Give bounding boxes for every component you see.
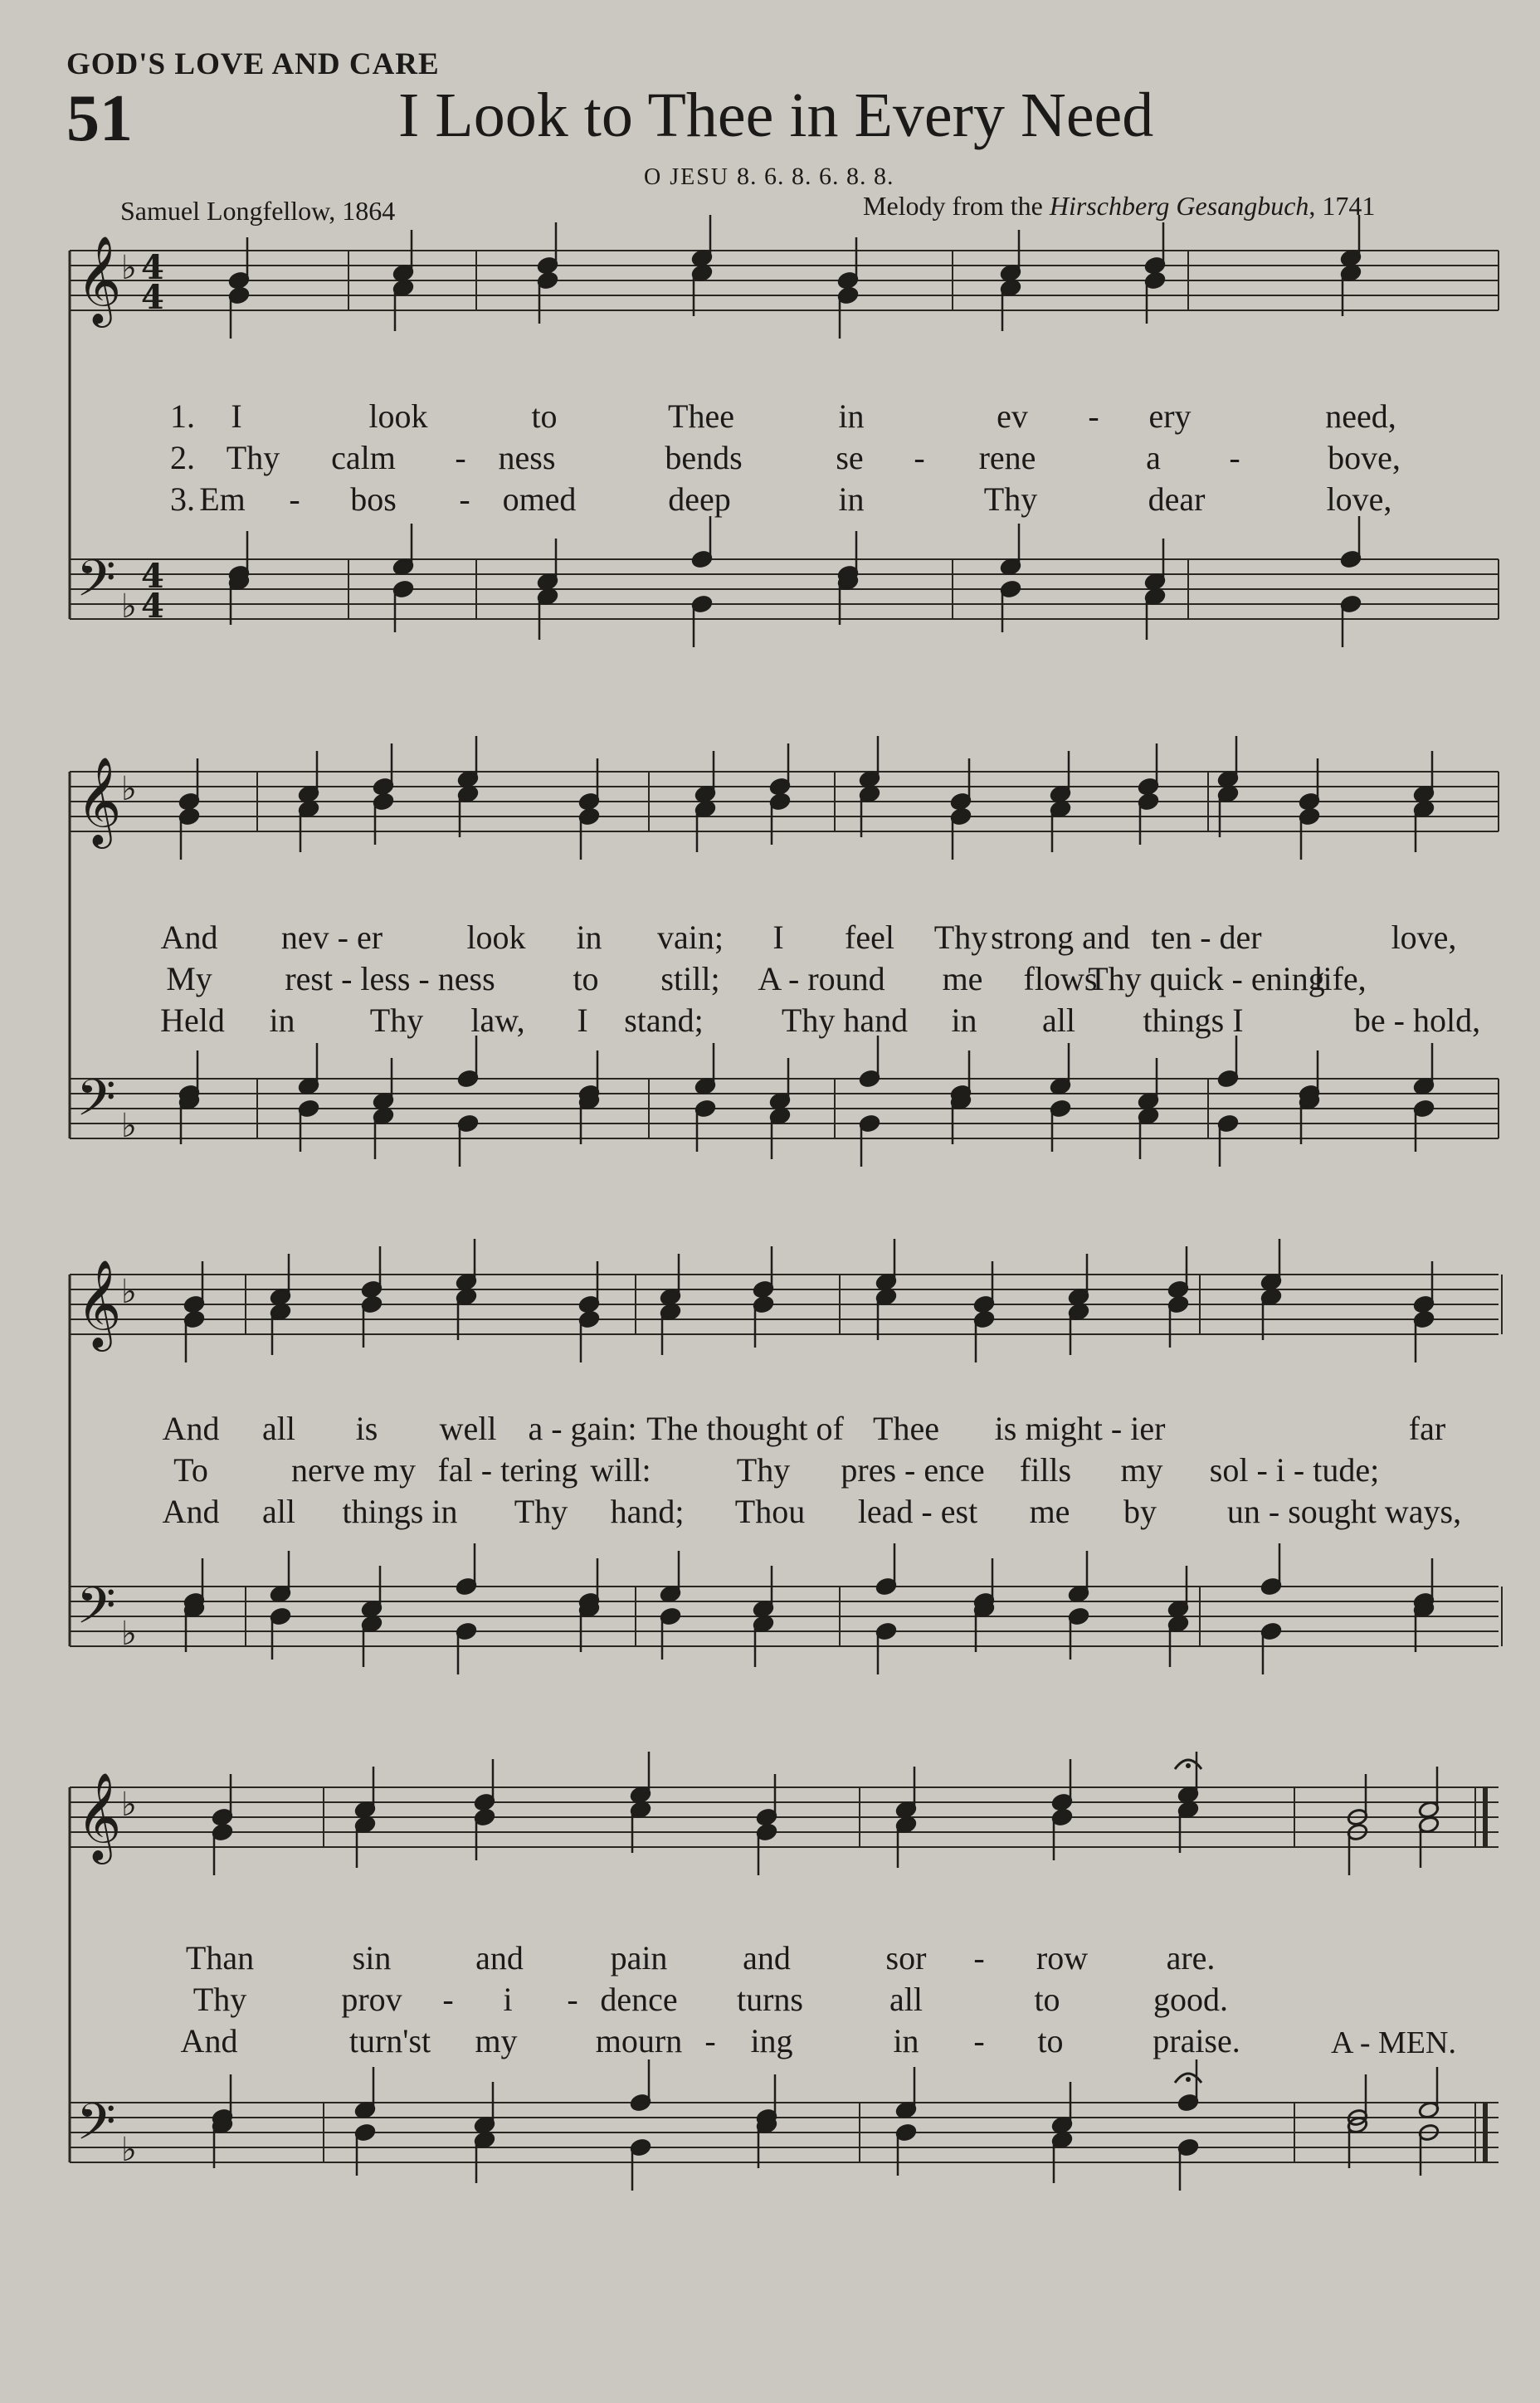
tune-meter: 8. 6. 8. 6. 8. 8. [737,163,894,190]
lyric-syllable: dence [600,1981,678,2018]
time-signature: 4 [141,557,164,596]
lyric-syllable: - [704,2022,716,2059]
lyric-syllable: I [772,919,784,956]
lyric-syllable: sin [352,1939,392,1977]
bass-clef-icon: 𝄢 [76,1069,116,1140]
key-signature-flat-icon: ♭ [121,587,137,626]
lyric-syllable: turn'st [348,2022,431,2059]
tune-source-prefix: Melody from the [863,191,1050,221]
lyric-syllable: Thy [192,1981,247,2018]
lyric-syllable: turns [737,1981,803,2018]
lyric-syllable: And [160,919,218,956]
lyric-syllable: Em [199,480,246,518]
lyric-syllable: and [743,1939,791,1977]
treble-clef-icon: 𝄞 [76,235,122,324]
time-signature: 4 [141,248,164,287]
lyric-syllable: calm [331,439,396,476]
lyric-syllable: flows [1023,960,1098,997]
lyric-syllable: - [1229,439,1240,476]
lyric-syllable: - [455,439,466,476]
lyric-syllable: things in [342,1493,458,1530]
lyric-syllable: in [838,480,865,518]
lyric-syllable: - [442,1981,454,2018]
lyric-syllable: - [289,480,300,518]
lyric-syllable: to [1037,2022,1064,2059]
lyric-syllable: fills [1019,1451,1072,1489]
lyric-syllable: nev - er [280,919,383,956]
lyric-syllable: look [368,397,428,435]
lyric-syllable: a [1146,439,1161,476]
hymn-title: I Look to Thee in Every Need [398,80,1154,150]
lyric-syllable: bos [350,480,397,518]
key-signature-flat-icon: ♭ [121,1786,137,1824]
lyric-syllable: I [577,1002,588,1039]
lyric-syllable: lead - est [857,1493,978,1530]
lyric-syllable: Thee [873,1410,939,1447]
time-signature: 4 [141,587,164,626]
lyric-syllable: and [475,1939,524,1977]
lyric-syllable: in [269,1002,295,1039]
lyric-line [0,1409,1540,1449]
lyric-syllable: stand; [624,1002,704,1039]
lyric-line [0,1492,1540,1532]
lyric-syllable: all [1042,1002,1075,1039]
treble-clef-icon: 𝄞 [76,1259,122,1348]
lyric-syllable: And [162,1410,220,1447]
lyric-syllable: A - round [758,960,885,997]
lyric-syllable: ery [1148,397,1192,435]
amen-text: A - MEN. [1331,2025,1456,2060]
lyric-syllable: good. [1153,1981,1228,2018]
lyric-syllable: well [439,1410,497,1447]
bass-clef-icon: 𝄢 [76,2093,116,2164]
lyric-line [0,2021,1540,2061]
tune-source-book: Hirschberg Gesangbuch [1049,191,1309,221]
lyric-syllable: is [994,1410,1017,1447]
lyric-syllable: might - ier [1025,1410,1166,1447]
lyric-line [0,1450,1540,1490]
lyric-syllable: things I [1143,1002,1244,1039]
lyric-syllable: to [531,397,558,435]
lyric-syllable: My [166,960,212,997]
lyric-line [0,959,1540,999]
lyric-syllable: pain [610,1939,668,1977]
key-signature-flat-icon: ♭ [121,249,137,287]
tune-name: O JESU [644,164,730,190]
lyric-syllable: strong and [991,919,1130,956]
bass-clef-icon: 𝄢 [76,549,116,621]
lyric-line [0,1938,1540,1978]
time-signature: 4 [141,278,164,317]
lyric-syllable: - [973,1939,985,1977]
lyric-syllable: omed [502,480,577,518]
lyric-syllable: ing [750,2022,793,2059]
lyric-syllable: hand; [610,1493,685,1530]
lyric-syllable: - [973,2022,985,2059]
lyric-syllable: The thought of [646,1410,844,1447]
key-signature-flat-icon: ♭ [121,2131,137,2169]
lyric-syllable: i [503,1981,513,2018]
lyric-syllable: life, [1313,960,1367,997]
lyric-syllable: To [173,1451,208,1489]
fermata-icon [1186,2077,1191,2082]
treble-clef-icon: 𝄞 [76,756,122,845]
tune-source-year: , 1741 [1309,191,1376,221]
lyric-line [0,1001,1540,1041]
lyric-syllable: bove, [1328,439,1401,476]
lyric-syllable: I [231,397,242,435]
lyric-line [0,397,1540,436]
lyric-syllable: all [262,1410,295,1447]
lyric-syllable: ten - der [1151,919,1262,956]
verse-number: 3. [170,480,195,518]
lyric-syllable: law, [470,1002,525,1039]
lyric-syllable: love, [1326,480,1392,518]
lyric-syllable: And [180,2022,238,2059]
lyric-syllable: my [1120,1451,1163,1489]
lyric-syllable: sor [885,1939,927,1977]
verse-number: 2. [170,439,195,476]
lyric-syllable: praise. [1153,2022,1240,2059]
key-signature-flat-icon: ♭ [121,1615,137,1653]
hymn-number: 51 [66,82,133,155]
lyric-syllable: - [459,480,470,518]
lyric-syllable: bends [665,439,743,476]
lyric-syllable: row [1036,1939,1089,1977]
lyric-syllable: ness [498,439,556,476]
lyric-syllable: Thy [369,1002,424,1039]
lyric-syllable: mourn [595,2022,683,2059]
lyric-syllable: me [942,960,983,997]
bass-clef-icon: 𝄢 [76,1577,116,1648]
lyric-syllable: dear [1148,480,1206,518]
lyric-syllable: look [466,919,526,956]
lyric-syllable: nerve my [291,1451,416,1489]
lyric-syllable: all [889,1981,923,2018]
lyric-syllable: deep [668,480,731,518]
fermata-icon [1186,1763,1191,1768]
verse-number: 1. [170,397,195,435]
lyric-line [0,918,1540,958]
key-signature-flat-icon: ♭ [121,770,137,808]
lyric-syllable: will: [590,1451,651,1489]
lyric-syllable: to [573,960,599,997]
lyric-syllable: love, [1391,919,1457,956]
lyric-syllable: vain; [657,919,724,956]
lyric-syllable: se [836,439,864,476]
lyric-syllable: feel [845,919,894,956]
lyric-syllable: - [914,439,925,476]
treble-clef-icon: 𝄞 [76,1772,122,1860]
lyric-syllable: in [838,397,865,435]
lyric-syllable: a - gain: [528,1410,637,1447]
lyric-syllable: in [576,919,602,956]
lyric-line [0,480,1540,519]
lyric-line [0,1980,1540,2020]
lyric-syllable: in [951,1002,977,1039]
lyric-syllable: fal - tering [437,1451,578,1489]
lyric-syllable: still; [660,960,720,997]
lyric-syllable: rene [978,439,1036,476]
lyric-syllable: me [1029,1493,1070,1530]
lyric-syllable: Thou [734,1493,806,1530]
lyric-syllable: in [893,2022,919,2059]
lyric-syllable: un - sought ways, [1226,1493,1462,1530]
lyric-syllable: Thy [933,919,988,956]
key-signature-flat-icon: ♭ [121,1273,137,1311]
lyric-line [0,438,1540,478]
lyric-syllable: by [1123,1493,1157,1530]
lyric-syllable: all [262,1493,295,1530]
lyric-syllable: prov [341,1981,402,2018]
lyric-syllable: far [1408,1410,1446,1447]
key-signature-flat-icon: ♭ [121,1107,137,1145]
lyric-syllable: And [162,1493,220,1530]
lyric-syllable: rest - less - ness [285,960,495,997]
lyric-syllable: ev [997,397,1028,435]
lyric-syllable: my [475,2022,518,2059]
lyric-syllable: are. [1166,1939,1216,1977]
lyric-syllable: pres - ence [841,1451,985,1489]
lyric-syllable: - [1088,397,1099,435]
lyric-syllable: sol - i - tude; [1209,1451,1380,1489]
lyric-syllable: Thy [736,1451,791,1489]
lyric-syllable: Thy quick - ening [1088,960,1325,997]
lyric-syllable: need, [1325,397,1396,435]
section-title: GOD'S LOVE AND CARE [66,47,440,81]
lyric-syllable: be - hold, [1353,1002,1481,1039]
lyric-syllable: to [1034,1981,1060,2018]
text-author: Samuel Longfellow, 1864 [120,196,396,226]
lyric-syllable: is [355,1410,378,1447]
lyric-syllable: Thy [226,439,280,476]
lyric-syllable: Thy [983,480,1038,518]
lyric-syllable: Thy [514,1493,568,1530]
lyric-syllable: Held [160,1002,225,1039]
lyric-syllable: Thy hand [781,1002,909,1039]
lyric-syllable: Thee [668,397,734,435]
lyric-syllable: - [567,1981,578,2018]
lyric-syllable: Than [185,1939,255,1977]
